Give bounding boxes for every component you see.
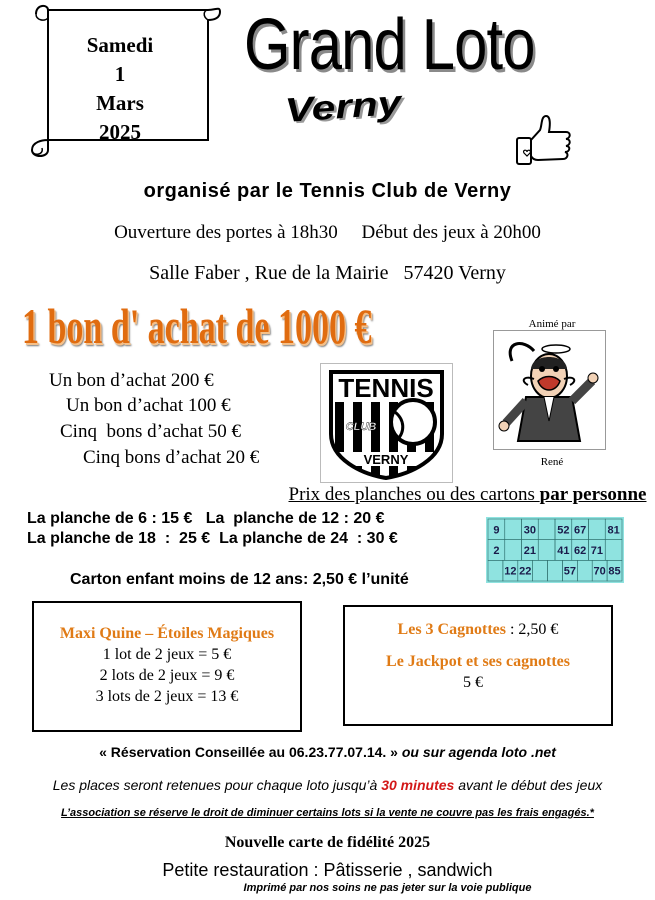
prize-line-2: Un bon d’achat 100 €	[66, 395, 231, 416]
prize-line-4: Cinq bons d’achat 20 €	[83, 447, 260, 468]
disclaimer-line: L’association se réserve le droit de diminuer certains lots si la vente ne couvre pas les frais engagés.*	[61, 807, 594, 819]
jackpot-price: 5 €	[463, 674, 483, 691]
prices-title-bold: par personne	[539, 484, 647, 505]
cartoon-man-icon	[494, 331, 605, 449]
date-day: Samedi	[86, 33, 154, 57]
price-line-1: La planche de 6 : 15 € La planche de 12 : 20 €	[27, 510, 385, 527]
page-title: Grand Loto	[244, 5, 535, 85]
child-card-price: Carton enfant moins de 12 ans: 2,50 € l’unité	[70, 571, 409, 588]
town-name: Verny	[283, 83, 403, 130]
cagnottes-line	[345, 621, 611, 639]
loyalty-line: Nouvelle carte de fidélité 2025	[224, 834, 431, 851]
bingo-number: 41	[557, 545, 570, 557]
places-highlight: 30 minutes	[381, 777, 455, 793]
logo-text-bottom: VERNY	[363, 452, 409, 467]
reservation-phone: « Réservation Conseillée au 06.23.77.07.14. »	[99, 744, 402, 760]
cagnottes-price: : 2,50 €	[505, 621, 559, 638]
bingo-number: 21	[523, 545, 536, 557]
maxi-quine-title: Maxi Quine – Étoiles Magiques	[59, 625, 275, 642]
maxi-quine-box	[32, 601, 302, 732]
date-year: 2025	[99, 120, 141, 144]
places-after: avant le début des jeux	[454, 777, 603, 793]
bingo-number: 57	[563, 565, 577, 578]
tennis-shield-icon	[321, 364, 452, 482]
food-line: Petite restauration : Pâtisserie , sandwich	[162, 860, 493, 880]
bingo-number: 71	[590, 545, 603, 557]
maxi-quine-line-1: 1 lot de 2 jeux = 5 €	[102, 646, 232, 663]
animator-cartoon	[493, 330, 606, 450]
bingo-number: 12	[504, 565, 517, 578]
maxi-quine-line-3: 3 lots de 2 jeux = 13 €	[95, 688, 239, 705]
jackpot-label: Le Jackpot et ses cagnottes	[386, 653, 570, 670]
animator-label: Animé par	[528, 318, 576, 330]
prize-line-3: Cinq bons d’achat 50 €	[60, 421, 242, 442]
date-block	[55, 31, 185, 147]
bingo-number: 9	[493, 524, 500, 537]
bingo-number: 22	[519, 565, 532, 578]
bingo-number: 81	[607, 524, 620, 537]
bingo-number: 52	[557, 524, 570, 537]
date-month: Mars	[96, 91, 144, 115]
bingo-number: 70	[593, 565, 606, 578]
places-before: Les places seront retenues pour chaque loto jusqu’à	[52, 777, 382, 793]
places-line	[0, 777, 655, 793]
logo-text-middle: CLUB	[345, 421, 377, 433]
cagnottes-box	[343, 605, 613, 726]
prices-title-plain: Prix des planches ou des cartons	[288, 484, 540, 505]
logo-text-top: TENNIS	[338, 373, 434, 403]
price-line-2: La planche de 18 : 25 € La planche de 24 : 30 €	[27, 530, 398, 547]
tennis-club-logo	[320, 363, 453, 483]
venue-line: Salle Faber , Rue de la Mairie 57420 Verny	[149, 262, 506, 284]
printed-note: Imprimé par nos soins ne pas jeter sur la voie publique	[243, 882, 532, 894]
prize-line-1: Un bon d’achat 200 €	[49, 370, 214, 391]
maxi-quine-line-2: 2 lots de 2 jeux = 9 €	[99, 667, 235, 684]
reservation-web: ou sur agenda loto .net	[401, 744, 556, 760]
bingo-number: 2	[493, 545, 500, 557]
reservation-line	[0, 744, 655, 760]
date-number: 1	[114, 62, 126, 86]
bingo-number: 67	[574, 524, 587, 537]
animator-name: René	[540, 456, 564, 468]
schedule-line: Ouverture des portes à 18h30 Début des jeux à 20h00	[114, 222, 541, 243]
main-prize: 1 bon d' achat de 1000 €	[22, 298, 372, 354]
cagnottes-label: Les 3 Cagnottes	[397, 621, 506, 638]
organizer-line: organisé par le Tennis Club de Verny	[143, 180, 512, 202]
bingo-number: 30	[523, 524, 536, 537]
thumbs-up-icon	[514, 108, 574, 168]
prices-title	[0, 484, 655, 506]
bingo-card	[486, 517, 624, 583]
bingo-number: 62	[574, 545, 587, 557]
bingo-number: 85	[608, 565, 621, 578]
